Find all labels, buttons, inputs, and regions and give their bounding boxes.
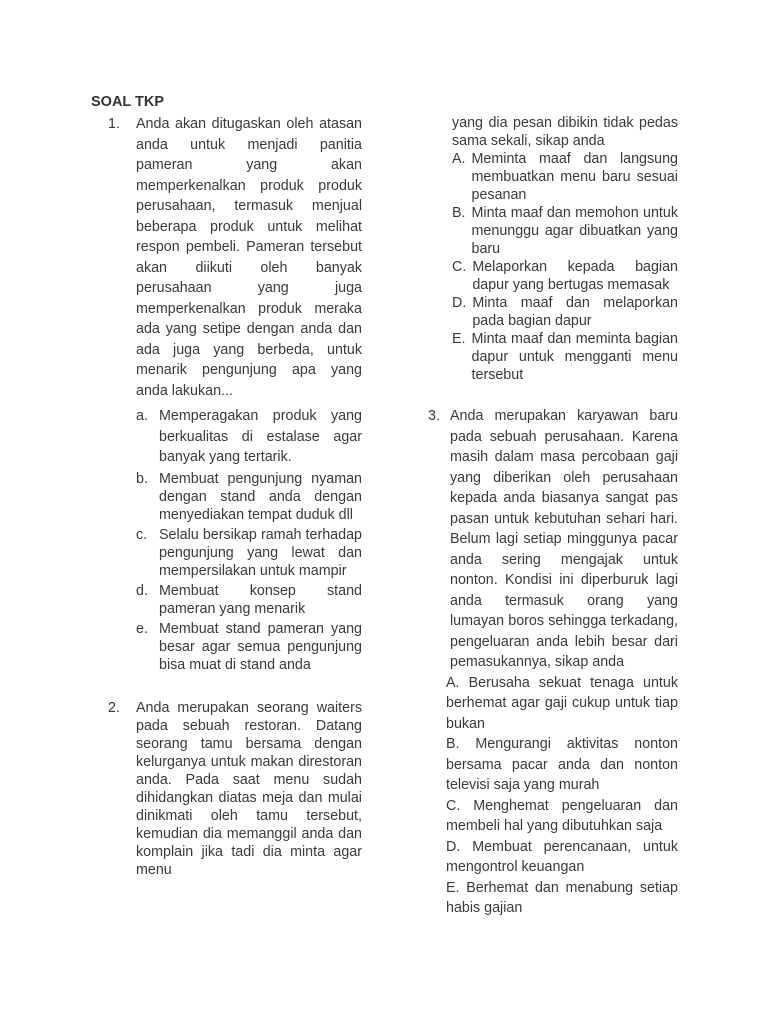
option-text: Membuat konsep stand pameran yang menarik xyxy=(159,582,362,617)
option-text: Minta maaf dan memohon untuk menunggu agar dibuatkan yang baru xyxy=(471,205,678,257)
option-letter: B. xyxy=(452,205,466,221)
left-column xyxy=(108,114,362,879)
option-letter: D. xyxy=(452,295,467,311)
option-letter: e. xyxy=(136,620,148,637)
question-number: 3. xyxy=(428,408,440,424)
option-A: A. Berusaha sekuat tenaga untuk berhemat agar gaji cukup untuk tiap bukan xyxy=(446,674,678,732)
option-a xyxy=(136,406,362,468)
option-B xyxy=(452,204,678,258)
option-E: E. Berhemat dan menabung setiap habis gajian xyxy=(446,879,678,916)
option-d xyxy=(136,582,362,618)
question-number: 1. xyxy=(108,116,120,132)
option-c xyxy=(136,526,362,580)
option-letter: A. xyxy=(452,151,466,167)
option-text: Selalu bersikap ramah terhadap pengunjung yang lewat dan mempersilakan untuk mampir xyxy=(159,526,362,579)
option-letter: a. xyxy=(136,408,148,424)
question-3-options xyxy=(428,673,678,919)
option-B: B. Mengurangi aktivitas nonton bersama pacar anda dan nonton televisi saja yang murah xyxy=(446,736,678,793)
option-letter: d. xyxy=(136,582,148,599)
option-text: Membuat pengunjung nyaman dengan stand anda dengan menyediakan tempat duduk dll xyxy=(159,470,362,523)
option-D: D. Membuat perencanaan, untuk mengontrol keuangan xyxy=(446,838,678,875)
option-letter: E. xyxy=(452,331,466,347)
option-letter: c. xyxy=(136,526,148,543)
option-text: Minta maaf dan melaporkan pada bagian dapur xyxy=(472,295,678,329)
option-b xyxy=(136,470,362,524)
option-text: Meminta maaf dan langsung membuatkan menu baru sesuai pesanan xyxy=(471,151,678,203)
question-1 xyxy=(108,114,362,674)
question-2 xyxy=(108,699,362,879)
question-3 xyxy=(428,406,678,673)
option-letter: b. xyxy=(136,470,148,487)
option-text: Minta maaf dan meminta bagian dapur untuk mengganti menu tersebut xyxy=(471,331,678,383)
option-E xyxy=(452,330,678,384)
question-text: Anda merupakan seorang waiters pada sebuah restoran. Datang seorang tamu bersama dengan kelurganya untuk makan direstoran anda. Pada saat menu sudah dihidangkan diatas meja dan mulai dinikmati oleh tamu tersebut, kemudian dia memanggil anda dan komplain jika tadi dia minta agar menu xyxy=(136,699,362,878)
option-C xyxy=(452,258,678,294)
question-number: 2. xyxy=(108,699,120,716)
option-text: Membuat stand pameran yang besar agar semua pengunjung bisa muat di stand anda xyxy=(159,620,362,673)
right-column xyxy=(428,114,678,919)
option-C: C. Menghemat pengeluaran dan membeli hal yang dibutuhkan saja xyxy=(446,797,678,834)
option-D xyxy=(452,294,678,330)
option-text: Memperagakan produk yang berkualitas di estalase agar banyak yang tertarik. xyxy=(159,408,362,465)
option-text: Melaporkan kepada bagian dapur yang bertugas memasak xyxy=(472,259,678,293)
document-title: SOAL TKP xyxy=(91,94,165,110)
option-e xyxy=(136,620,362,674)
option-letter: C. xyxy=(452,259,467,275)
question-text: Anda akan ditugaskan oleh atasan anda untuk menjadi panitia pameran yang akan memperkenalkan produk produk perusahaan, termasuk menjual beberapa produk untuk melihat respon pembeli. Pameran tersebut akan diikuti oleh banyak perusahaan yang juga memperkenalkan produk meraka ada yang setipe dengan anda dan ada juga yang berbeda, untuk menarik pengunjung apa yang anda lakukan... xyxy=(136,116,362,399)
question-text: Anda merupakan karyawan baru pada sebuah perusahaan. Karena masih dalam masa percobaan gaji yang diberikan oleh perusahaan kepada anda biasanya sangat pas pasan untuk kebutuhan sehari hari. Belum lagi setiap minggunya pacar anda sering mengajak untuk nonton. Kondisi ini diperburuk lagi anda termasuk orang yang lumayan boros sehingga terkadang, pengeluaran anda lebih besar dari pemasukannya, sikap anda xyxy=(450,408,678,670)
question-2-continued xyxy=(428,114,678,384)
question-text-continuation: yang dia pesan dibikin tidak pedas sama sekali, sikap anda xyxy=(452,115,678,149)
option-A xyxy=(452,150,678,204)
